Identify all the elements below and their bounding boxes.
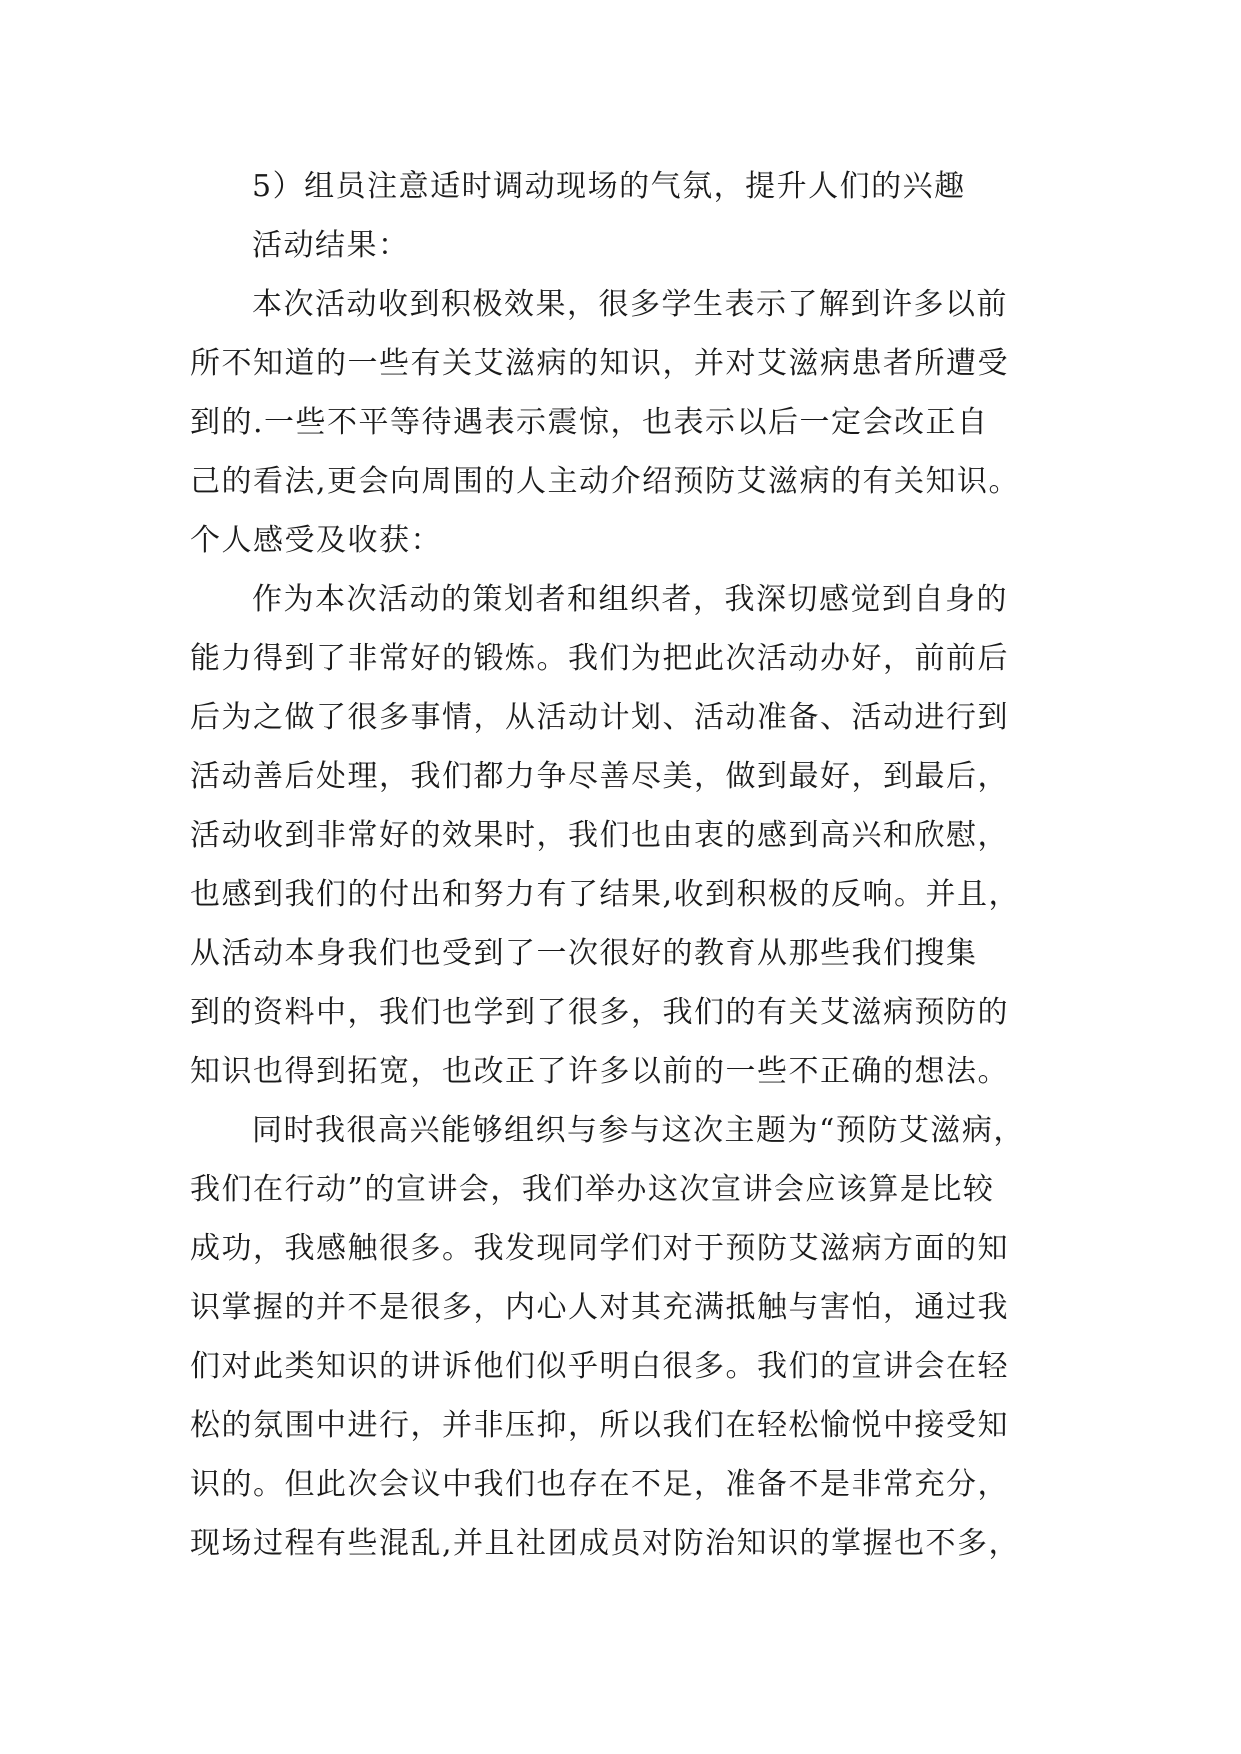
text-line: 己的看法,更会向周围的人主动介绍预防艾滋病的有关知识。 xyxy=(190,464,1021,499)
text-line: 所不知道的一些有关艾滋病的知识，并对艾滋病患者所遭受 xyxy=(190,346,1009,381)
text-line: 松的氛围中进行，并非压抑，所以我们在轻松愉悦中接受知 xyxy=(190,1408,1009,1443)
text-line: 作为本次活动的策划者和组织者，我深切感觉到自身的 xyxy=(252,582,1008,617)
text-line: 同时我很高兴能够组织与参与这次主题为“预防艾滋病， xyxy=(252,1113,1025,1148)
text-line: 到的.一些不平等待遇表示震惊，也表示以后一定会改正自 xyxy=(190,405,989,440)
text-line: 从活动本身我们也受到了一次很好的教育从那些我们搜集 xyxy=(190,936,978,971)
text-line: 我们在行动”的宣讲会，我们举办这次宣讲会应该算是比较 xyxy=(190,1172,995,1207)
section-heading: 活动结果： xyxy=(252,228,410,263)
text-line: 现场过程有些混乱,并且社团成员对防治知识的掌握也不多， xyxy=(190,1526,1021,1561)
section-heading: 个人感受及收获： xyxy=(190,523,442,558)
text-line: 能力得到了非常好的锻炼。我们为把此次活动办好，前前后 xyxy=(190,641,1009,676)
text-line: 后为之做了很多事情，从活动计划、活动准备、活动进行到 xyxy=(190,700,1009,735)
text-line: 活动收到非常好的效果时，我们也由衷的感到高兴和欣慰， xyxy=(190,818,1009,853)
text-line: 知识也得到拓宽，也改正了许多以前的一些不正确的想法。 xyxy=(190,1054,1009,1089)
text-line: 识掌握的并不是很多，内心人对其充满抵触与害怕，通过我 xyxy=(190,1290,1009,1325)
text-line: 也感到我们的付出和努力有了结果,收到积极的反响。并且， xyxy=(190,877,1021,912)
text-line: 们对此类知识的讲诉他们似乎明白很多。我们的宣讲会在轻 xyxy=(190,1349,1009,1384)
text-line: 识的。但此次会议中我们也存在不足，准备不是非常充分， xyxy=(190,1467,1009,1502)
text-line: 到的资料中，我们也学到了很多，我们的有关艾滋病预防的 xyxy=(190,995,1009,1030)
text-line: 5）组员注意适时调动现场的气氛，提升人们的兴趣 xyxy=(252,169,966,204)
text-line: 活动善后处理，我们都力争尽善尽美，做到最好，到最后， xyxy=(190,759,1009,794)
text-line: 本次活动收到积极效果，很多学生表示了解到许多以前 xyxy=(252,287,1008,322)
text-line: 成功，我感触很多。我发现同学们对于预防艾滋病方面的知 xyxy=(190,1231,1009,1266)
